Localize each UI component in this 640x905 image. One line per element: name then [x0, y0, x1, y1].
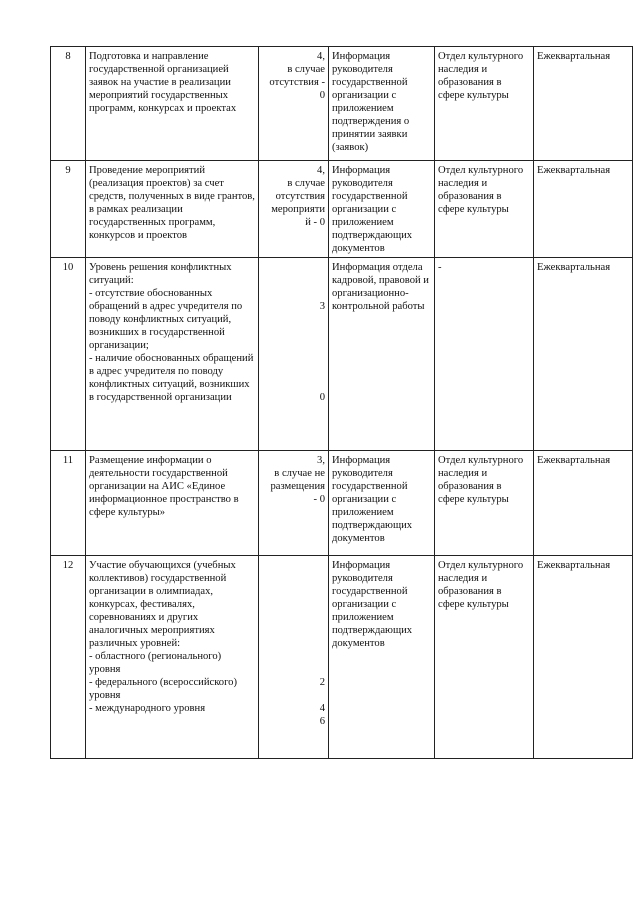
period-cell: Ежеквартальная	[534, 47, 633, 161]
table-row	[51, 161, 633, 258]
score-cell	[259, 556, 329, 759]
score-value: 2	[319, 677, 325, 688]
source-cell: Информация руководителя государственной организации с приложением подтверждающих документов	[329, 451, 435, 556]
indicator-cell: Уровень решения конфликтных ситуаций: - отсутствие обоснованных обращений в адрес учредителя по поводу конфликтных ситуаций, возникших в государственной организации; - наличие обоснованных обращений в адрес учредителя по поводу конфликтных ситуаций, возникших в государственной организации	[86, 258, 259, 451]
score-cell: 3, в случае не размещения - 0	[259, 451, 329, 556]
row-number: 12	[51, 556, 86, 759]
score-value: 3	[319, 301, 325, 312]
row-number: 11	[51, 451, 86, 556]
score-cell: 4, в случае отсутствия - 0	[259, 47, 329, 161]
score-cell: 4, в случае отсутствия мероприяти й - 0	[259, 161, 329, 258]
level-item: - международного уровня	[89, 703, 206, 714]
responsible-cell: Отдел культурного наследия и образования в сфере культуры	[435, 47, 534, 161]
source-cell: Информация руководителя государственной организации с приложением подтверждающих документов	[329, 556, 435, 759]
row-number: 8	[51, 47, 86, 161]
source-cell: Информация отдела кадровой, правовой и организационно-контрольной работы	[329, 258, 435, 451]
score-value: 0	[319, 392, 325, 403]
source-cell: Информация руководителя государственной организации с приложением подтверждающих документов	[329, 161, 435, 258]
indicator-cell: Подготовка и направление государственной организацией заявок на участие в реализации мероприятий государственных программ, конкурсах и проектах	[86, 47, 259, 161]
criteria-table	[50, 46, 633, 759]
score-value: 4	[319, 703, 325, 714]
score-value: 6	[319, 716, 325, 727]
period-cell: Ежеквартальная	[534, 161, 633, 258]
score-cell	[259, 258, 329, 451]
source-cell: Информация руководителя государственной организации с приложением подтверждения о принятии заявки (заявок)	[329, 47, 435, 161]
table-row	[51, 451, 633, 556]
level-item: - федерального (всероссийского) уровня	[89, 677, 238, 701]
table-row	[51, 47, 633, 161]
period-cell: Ежеквартальная	[534, 258, 633, 451]
period-cell: Ежеквартальная	[534, 556, 633, 759]
table-row	[51, 258, 633, 451]
responsible-cell: Отдел культурного наследия и образования в сфере культуры	[435, 556, 534, 759]
indicator-cell	[86, 556, 259, 759]
row-number: 9	[51, 161, 86, 258]
responsible-cell: Отдел культурного наследия и образования в сфере культуры	[435, 161, 534, 258]
responsible-cell: Отдел культурного наследия и образования в сфере культуры	[435, 451, 534, 556]
table-row	[51, 556, 633, 759]
responsible-cell: -	[435, 258, 534, 451]
indicator-intro: Участие обучающихся (учебных коллективов) государственной организации в олимпиадах, конкурсах, фестивалях, соревнованиях и других аналогичных мероприятиях различных уровней:	[89, 560, 236, 649]
indicator-cell: Размещение информации о деятельности государственной организации на АИС «Единое информационное пространство в сфере культуры»	[86, 451, 259, 556]
indicator-cell: Проведение мероприятий (реализация проектов) за счет средств, полученных в виде грантов, в рамках реализации государственных программ, конкурсов и проектов	[86, 161, 259, 258]
row-number: 10	[51, 258, 86, 451]
period-cell: Ежеквартальная	[534, 451, 633, 556]
level-item: - областного (регионального) уровня	[89, 651, 222, 675]
